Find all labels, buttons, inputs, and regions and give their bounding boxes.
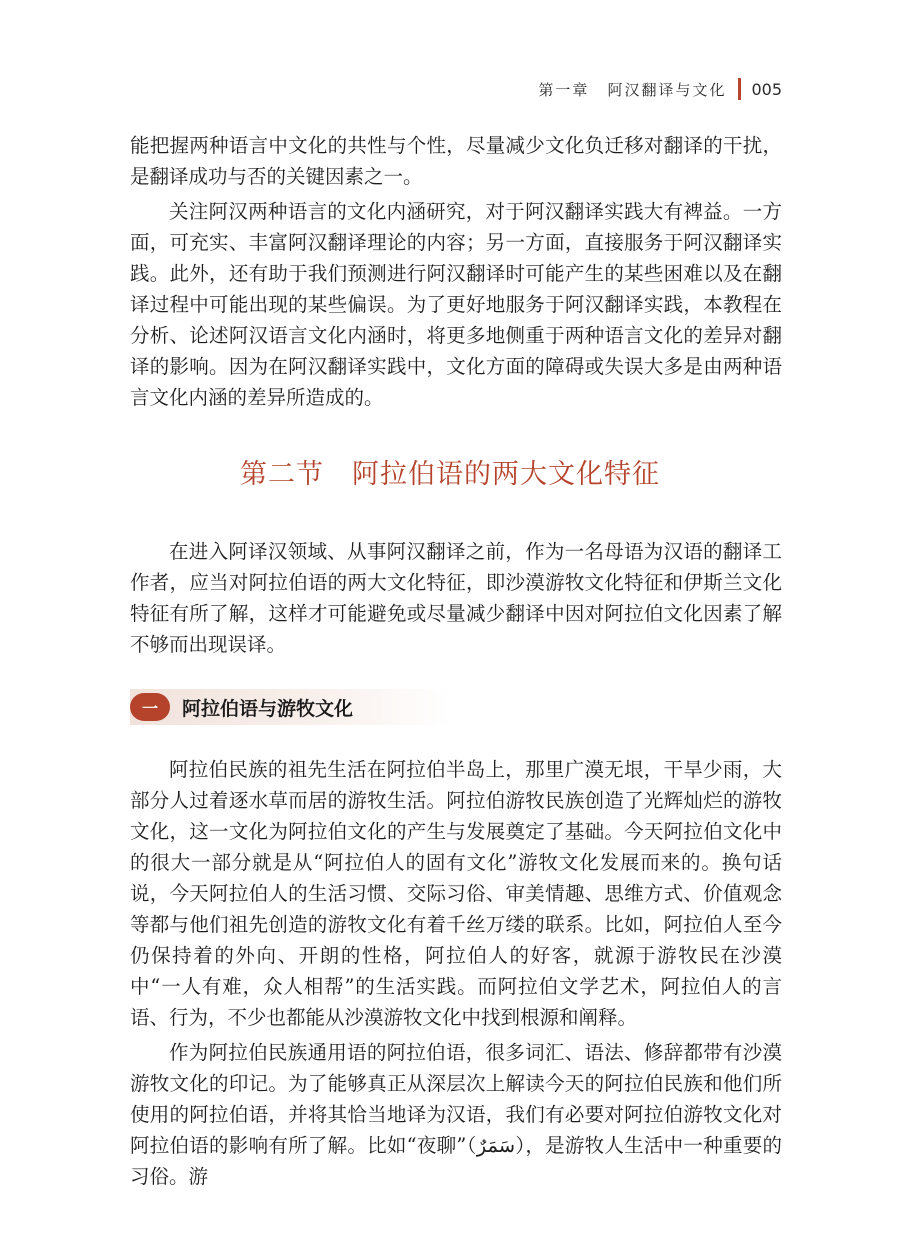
section-label: 第二节 (240, 459, 324, 490)
page-number: 005 (751, 79, 782, 99)
paragraph-continued: 能把握两种语言中文化的共性与个性，尽量减少文化负迁移对翻译的干扰，是翻译成功与否的关键因素之一。 (130, 134, 782, 188)
paragraph-cultural-connotation: 关注阿汉两种语言的文化内涵研究，对于阿汉翻译实践大有裨益。一方面，可充实、丰富阿汉翻译理论的内容；另一方面，直接服务于阿汉翻译实践。此外，还有助于我们预测进行阿汉翻译时可能产生的某些困难以及在翻译过程中可能出现的某些偏误。为了更好地服务于阿汉翻译实践，本教程在分析、论述阿汉语言文化内涵时，将更多地侧重于两种语言文化的差异对翻译的影响。因为在阿汉翻译实践中，文化方面的障碍或失误大多是由两种语言文化内涵的差异所造成的。 (130, 200, 782, 409)
section-heading: 阿拉伯语的两大文化特征 (352, 459, 660, 490)
header-divider (738, 78, 741, 100)
paragraph-intro: 在进入阿译汉领域、从事阿汉翻译之前，作为一名母语为汉语的翻译工作者，应当对阿拉伯语的两大文化特征，即沙漠游牧文化特征和伊斯兰文化特征有所了解，这样才可能避免或尽量减少翻译中因对阿拉伯文化因素了解不够而出现误译。 (130, 540, 782, 656)
paragraph-nomadic-culture: 阿拉伯民族的祖先生活在阿拉伯半岛上，那里广漠无垠，干旱少雨，大部分人过着逐水草而居的游牧生活。阿拉伯游牧民族创造了光辉灿烂的游牧文化，这一文化为阿拉伯文化的产生与发展奠定了基础。今天阿拉伯文化中的很大一部分就是从“阿拉伯人的固有文化”游牧文化发展而来的。换句话说，今天阿拉伯人的生活习惯、交际习俗、审美情趣、思维方式、价值观念等都与他们祖先创造的游牧文化有着千丝万缕的联系。比如，阿拉伯人至今仍保持着的外向、开朗的性格，阿拉伯人的好客，就源于游牧民在沙漠中“一人有难，众人相帮”的生活实践。而阿拉伯文学艺术，阿拉伯人的言语、行为，不少也都能从沙漠游牧文化中找到根源和阐释。 (130, 758, 782, 1029)
subsection-heading (130, 689, 450, 725)
subsection-number: 一 (141, 698, 158, 718)
section-title (0, 452, 900, 491)
paragraph-arabic-language: 作为阿拉伯民族通用语的阿拉伯语，很多词汇、语法、修辞都带有沙漠游牧文化的印记。为了能够真正从深层次上解读今天的阿拉伯民族和他们所使用的阿拉伯语，并将其恰当地译为汉语，我们有必要对阿拉伯游牧文化对阿拉伯语的影响有所了解。比如“夜聊”（سَمَرٌ），是游牧人生活中一种重要的习俗。游 (130, 1041, 782, 1188)
subsection-number-badge (130, 693, 170, 721)
chapter-label: 第一章 (538, 80, 590, 99)
chapter-title: 阿汉翻译与文化 (607, 80, 727, 99)
subsection-title: 阿拉伯语与游牧文化 (182, 697, 354, 720)
running-head (538, 76, 782, 102)
